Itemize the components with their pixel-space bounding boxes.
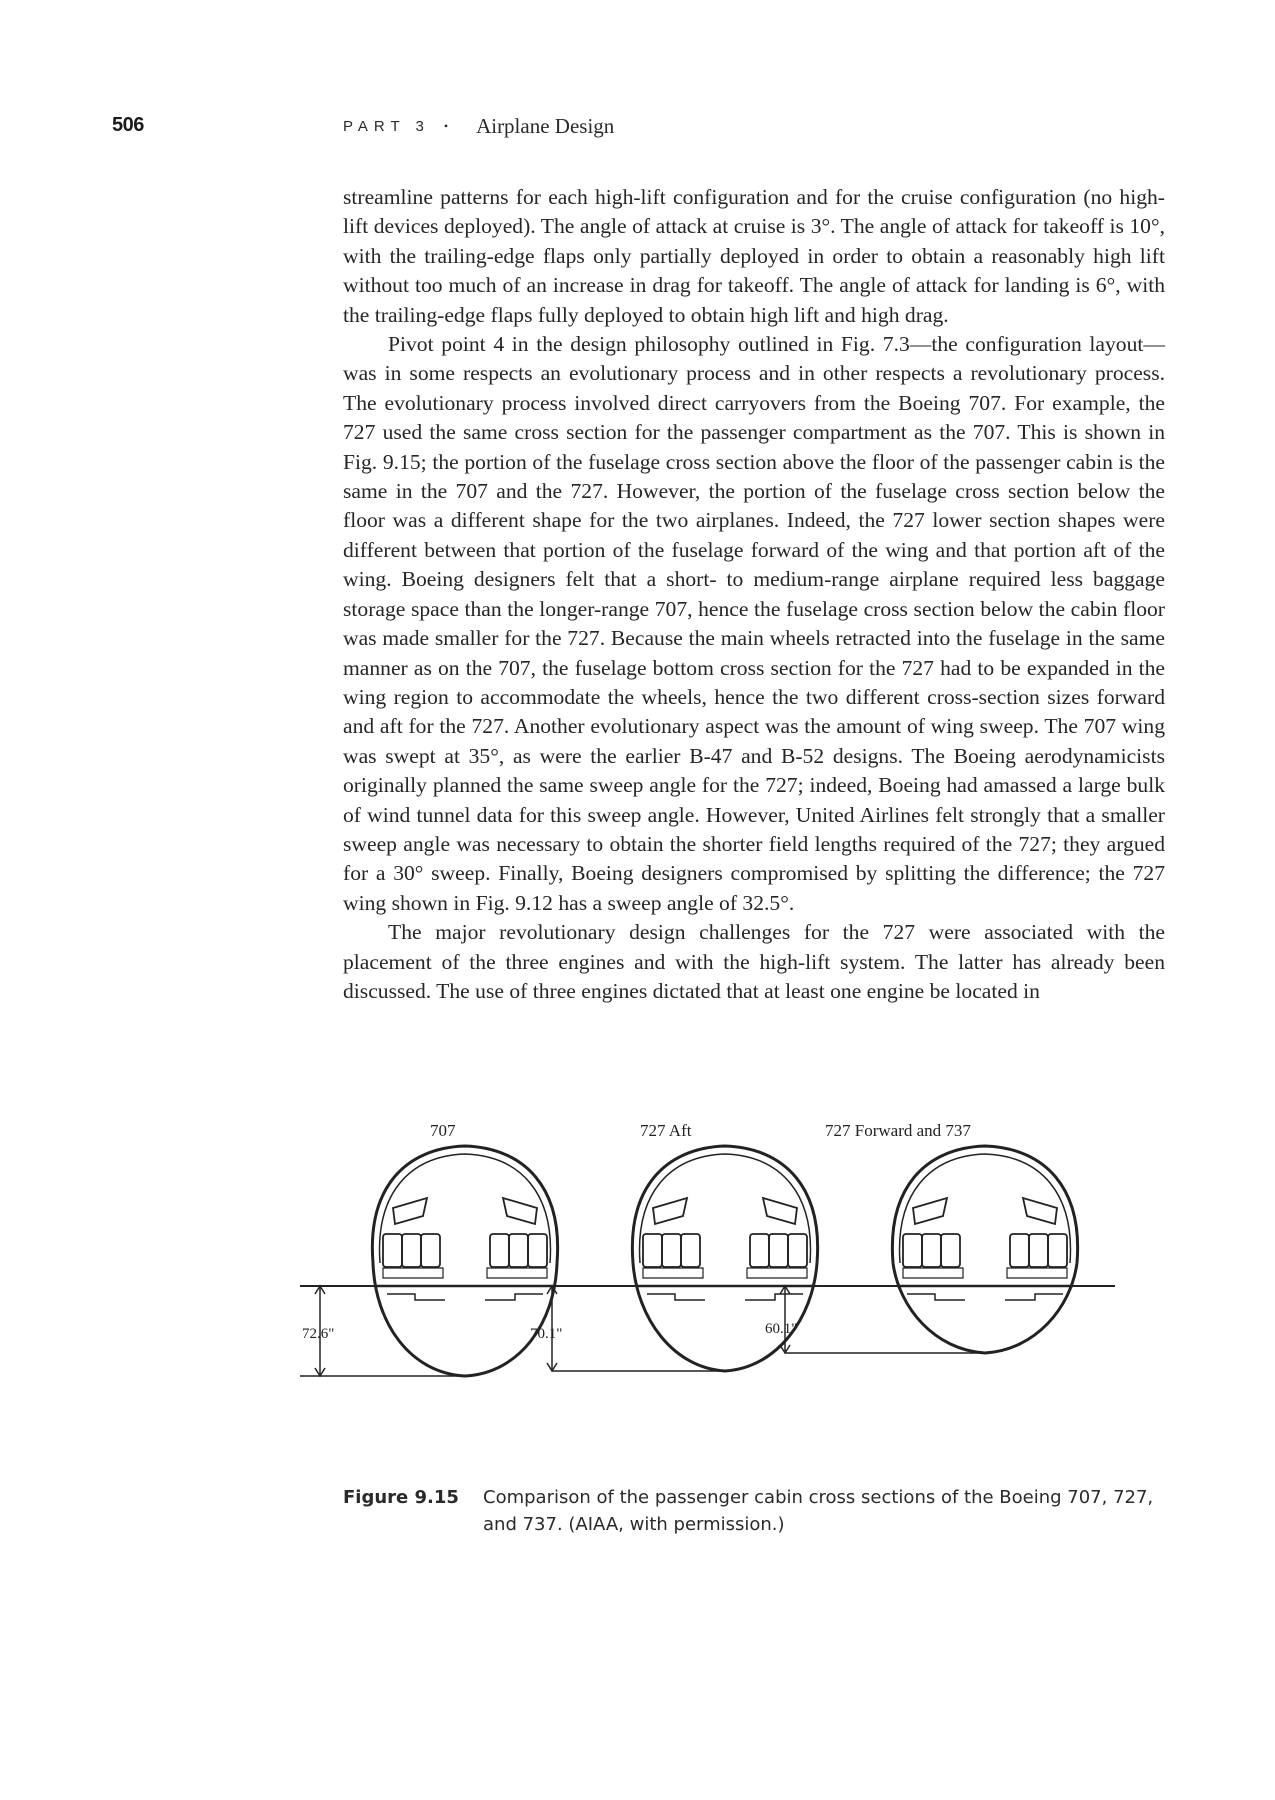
figure-caption xyxy=(343,1484,1163,1538)
bullet-icon: • xyxy=(443,119,449,133)
running-head xyxy=(343,114,614,139)
caption-label: Figure 9.15 xyxy=(343,1487,459,1508)
label-727-forward-737: 727 Forward and 737 xyxy=(825,1121,971,1140)
label-727-aft: 727 Aft xyxy=(640,1121,692,1140)
section-title: Airplane Design xyxy=(476,114,615,138)
dim-label-707: 72.6" xyxy=(302,1326,335,1342)
paragraph: Pivot point 4 in the design philosophy outlined in Fig. 7.3—the configuration layout—was in some respects an evolutionary process and in other respects a revolutionary process. The evolutionary process involved direct carryovers from the Boeing 707. For example, the 727 used the same cross section for the passenger compartment as the 707. This is shown in Fig. 9.15; the portion of the fuselage cross section above the floor of the passenger cabin is the same in the 707 and the 727. However, the portion of the fuselage cross section below the floor was a different shape for the two airplanes. Indeed, the 727 lower section shapes were different between that portion of the fuselage forward of the wing and that portion aft of the wing. Boeing designers felt that a short- to medium-range airplane required less baggage storage space than the longer-range 707, hence the fuselage cross section below the cabin floor was made smaller for the 727. Because the main wheels retracted into the fuselage in the same manner as on the 707, the fuselage bottom cross section for the 727 had to be expanded in the wing region to accommodate the wheels, hence the two different cross-section sizes forward and aft for the 727. Another evolutionary aspect was the amount of wing sweep. The 707 wing was swept at 35°, as were the earlier B-47 and B-52 designs. The Boeing aerodynamicists originally planned the same sweep angle for the 727; indeed, Boeing had amassed a large bulk of wind tunnel data for this sweep angle. However, United Airlines felt strongly that a smaller sweep angle was necessary to obtain the shorter field lengths required of the 727; they argued for a 30° sweep. Finally, Boeing designers compromised by splitting the difference; the 727 wing shown in Fig. 9.12 has a sweep angle of 32.5°. xyxy=(343,332,1165,915)
paragraph: The major revolutionary design challenges for the 727 were associated with the placement of the three engines and with the high-lift system. The latter has already been discussed. The use of three engines dictated that at least one engine be located in xyxy=(343,920,1165,1003)
part-label: PART 3 xyxy=(343,118,430,135)
body-text xyxy=(343,183,1165,1006)
label-707: 707 xyxy=(430,1121,456,1140)
cross-section-diagram xyxy=(302,1121,1180,1428)
paragraph: streamline patterns for each high-lift configuration and for the cruise configuration (no high-lift devices deployed). The angle of attack at cruise is 3°. The angle of attack for takeoff is 10°, with the trailing-edge flaps only partially deployed in order to obtain a reasonably high lift without too much of an increase in drag for takeoff. The angle of attack for landing is 6°, with the trailing-edge flaps fully deployed to obtain high lift and high drag. xyxy=(343,185,1165,327)
section-727-aft xyxy=(632,1146,817,1371)
figure-9-15 xyxy=(302,1121,1180,1428)
page-number: 506 xyxy=(112,114,144,136)
caption-text: Comparison of the passenger cabin cross sections of the Boeing 707, 727, and 737. (AIAA, with permission.) xyxy=(483,1487,1154,1535)
section-727-forward-737 xyxy=(892,1146,1077,1353)
dimension-727-aft xyxy=(547,1286,725,1371)
dim-label-727-aft: 70.1" xyxy=(530,1326,563,1342)
dim-label-727-fwd: 60.1" xyxy=(765,1321,798,1337)
